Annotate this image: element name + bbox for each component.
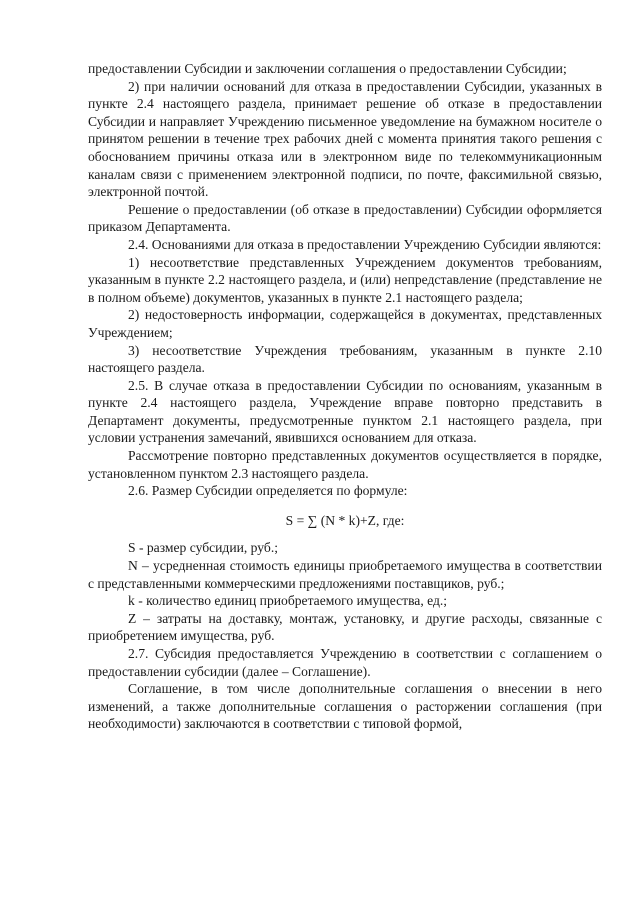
- paragraph-section-2-4: 2.4. Основаниями для отказа в предоставлении Учреждению Субсидии являются:: [128, 236, 602, 252]
- definition-z: Z – затраты на доставку, монтаж, установку, и другие расходы, связанные с приобретением имущества, руб.: [88, 610, 602, 644]
- subsidy-formula: S = ∑ (N * k)+Z, где:: [285, 512, 405, 528]
- paragraph-resubmission: Рассмотрение повторно представленных документов осуществляется в порядке, установленном пунктом 2.3 настоящего раздела.: [88, 448, 602, 481]
- paragraph-continuation: предоставлении Субсидии и заключении соглашения о предоставлении Субсидии;: [88, 61, 567, 76]
- paragraph-section-2-6: 2.6. Размер Субсидии определяется по формуле:: [128, 483, 408, 499]
- definition-k: k - количество единиц приобретаемого имущества, ед.;: [128, 593, 448, 609]
- paragraph-reason-3: 3) несоответствие Учреждения требованиям, указанным в пункте 2.10 настоящего раздела.: [88, 342, 602, 376]
- definition-s: S - размер субсидии, руб.;: [128, 540, 279, 556]
- paragraph-agreement: Соглашение, в том числе дополнительные соглашения о внесении в него изменений, а также дополнительные соглашения о расторжении соглашения (при необходимости) заключаются в соответствии с типовой формой,: [88, 681, 602, 732]
- paragraph-reason-1: 1) несоответствие представленных Учреждением документов требованиям, указанным в пункте 2.2 настоящего раздела, и (или) непредставление (представление не в полном объеме) документов, указанных в пункте 2.1 настоящего раздела;: [88, 254, 602, 305]
- definition-n: N – усредненная стоимость единицы приобретаемого имущества в соответствии с представленными коммерческими предложениями поставщиков, руб.;: [88, 558, 602, 591]
- paragraph-section-2-5: 2.5. В случае отказа в предоставлении Субсидии по основаниям, указанным в пункте 2.4 настоящего раздела, Учреждение вправе повторно представить в Департамент документы, предусмотренные пунктом 2.1 настоящего раздела, при условии устранения замечаний, явившихся основанием для отказа.: [88, 377, 602, 446]
- paragraph-department-order: Решение о предоставлении (об отказе в предоставлении) Субсидии оформляется приказом Департамента.: [88, 201, 602, 235]
- paragraph-reason-2: 2) недостоверность информации, содержащейся в документах, представленных Учреждением;: [88, 307, 602, 340]
- paragraph-refusal-decision: 2) при наличии оснований для отказа в предоставлении Субсидии, указанных в пункте 2.4 настоящего раздела, принимает решение об отказе в предоставлении Субсидии и направляет Учреждению письменное уведомление на бумажном носителе о принятом решении в течение трех рабочих дней с момента принятия такого решения с обоснованием причины отказа или в электронном виде по телекоммуникационным каналам связи с применением электронной подписи, по почте, факсимильной связью, электронной почтой.: [88, 78, 602, 200]
- paragraph-section-2-7: 2.7. Субсидия предоставляется Учреждению в соответствии с соглашением о предоставлении субсидии (далее – Соглашение).: [88, 646, 602, 679]
- document-page: [88, 60, 602, 733]
